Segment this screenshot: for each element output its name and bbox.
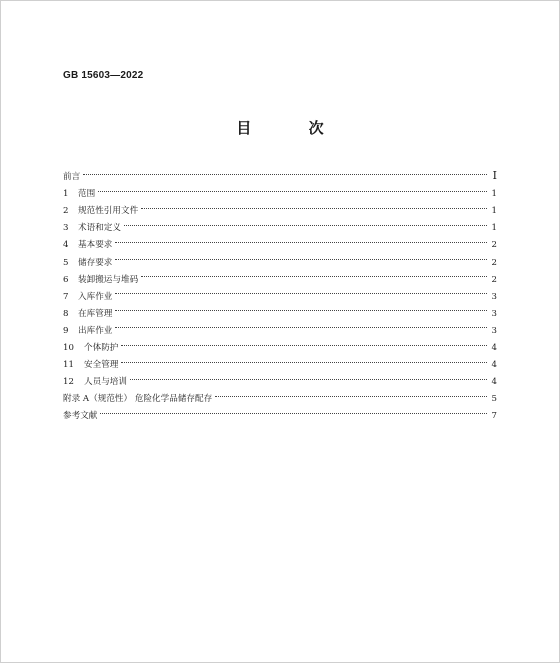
toc-entry-label: 安全管理 [84,360,119,371]
toc-entry-page: 5 [491,394,497,405]
toc-entry-label: 范围 [78,189,96,200]
toc-entry-label: 入库作业 [78,291,113,302]
toc-entry-page: Ⅰ [492,169,497,183]
toc-entry-page: 2 [491,274,497,285]
toc-entry-page: 4 [491,343,497,354]
toc-entry-label: 附录 A（规范性） 危险化学品储存配存 [63,394,213,405]
toc-entry-4[interactable] [63,230,497,251]
toc-entry-page: 3 [491,291,497,302]
toc-entry-number: 11 [63,360,74,371]
toc-entry-1[interactable] [63,179,497,200]
toc-entry-foreword[interactable] [63,162,497,183]
toc-entry-label: 参考文献 [63,411,98,422]
toc-entry-8[interactable] [63,299,497,319]
toc-entry-5[interactable] [63,247,497,268]
toc-entry-number: 8 [63,308,69,319]
toc-entry-label: 出库作业 [78,325,113,336]
toc-entry-page: 2 [491,240,497,251]
toc-entry-number: 5 [63,257,69,268]
dot-leader [115,247,487,264]
dot-leader [121,350,487,367]
toc-entry-page: 4 [491,360,497,371]
toc-entry-number: 2 [63,206,69,217]
toc-entry-3[interactable] [63,213,497,234]
toc-entry-page: 1 [491,189,497,200]
dot-leader [115,299,487,316]
dot-leader [124,213,487,230]
dot-leader [215,384,487,401]
toc-entry-label: 基本要求 [78,240,113,251]
toc-entry-label: 规范性引用文件 [78,206,139,217]
toc-entry-number: 12 [63,377,74,388]
dot-leader [115,282,487,299]
toc-title: 目 次 [236,119,350,137]
toc-entry-label: 在库管理 [78,308,113,319]
toc-entry-number: 7 [63,291,69,302]
toc-entry-page: 3 [491,308,497,319]
toc-entry-2[interactable] [63,196,497,217]
toc-entry-page: 1 [491,223,497,234]
dot-leader [115,316,487,333]
toc-entry-number: 6 [63,274,69,285]
toc-entry-page: 4 [491,377,497,388]
toc-entry-page: 3 [491,325,497,336]
toc-entry-6[interactable] [63,265,497,285]
toc-entry-label: 人员与培训 [84,377,127,388]
toc-entry-11[interactable] [63,350,497,371]
toc-entry-10[interactable] [63,333,497,354]
dot-leader [121,333,487,350]
toc-entry-label: 术语和定义 [78,223,121,234]
dot-leader [141,265,487,282]
toc-entry-number: 9 [63,325,69,336]
toc-entry-page: 7 [491,411,497,422]
dot-leader [83,162,487,179]
toc-entry-label: 个体防护 [84,343,119,354]
toc-entry-number: 1 [63,189,69,200]
toc-entry-page: 1 [491,206,497,217]
toc-entry-number: 3 [63,223,69,234]
toc-entry-number: 10 [63,343,74,354]
dot-leader [115,230,487,247]
toc-entry-label: 前言 [63,172,81,183]
dot-leader [130,367,487,384]
toc-entry-page: 2 [491,257,497,268]
dot-leader [98,179,487,196]
toc-entry-label: 装卸搬运与堆码 [78,274,139,285]
toc-entry-number: 4 [63,240,69,251]
toc-entry-12[interactable] [63,367,497,388]
toc-entry-9[interactable] [63,316,497,336]
table-of-contents [63,162,497,422]
toc-entry-bibliography[interactable] [63,401,497,422]
dot-leader [141,196,487,213]
toc-entry-label: 储存要求 [78,257,113,268]
toc-entry-7[interactable] [63,282,497,302]
standard-code: GB 15603—2022 [63,70,144,81]
dot-leader [100,401,487,418]
